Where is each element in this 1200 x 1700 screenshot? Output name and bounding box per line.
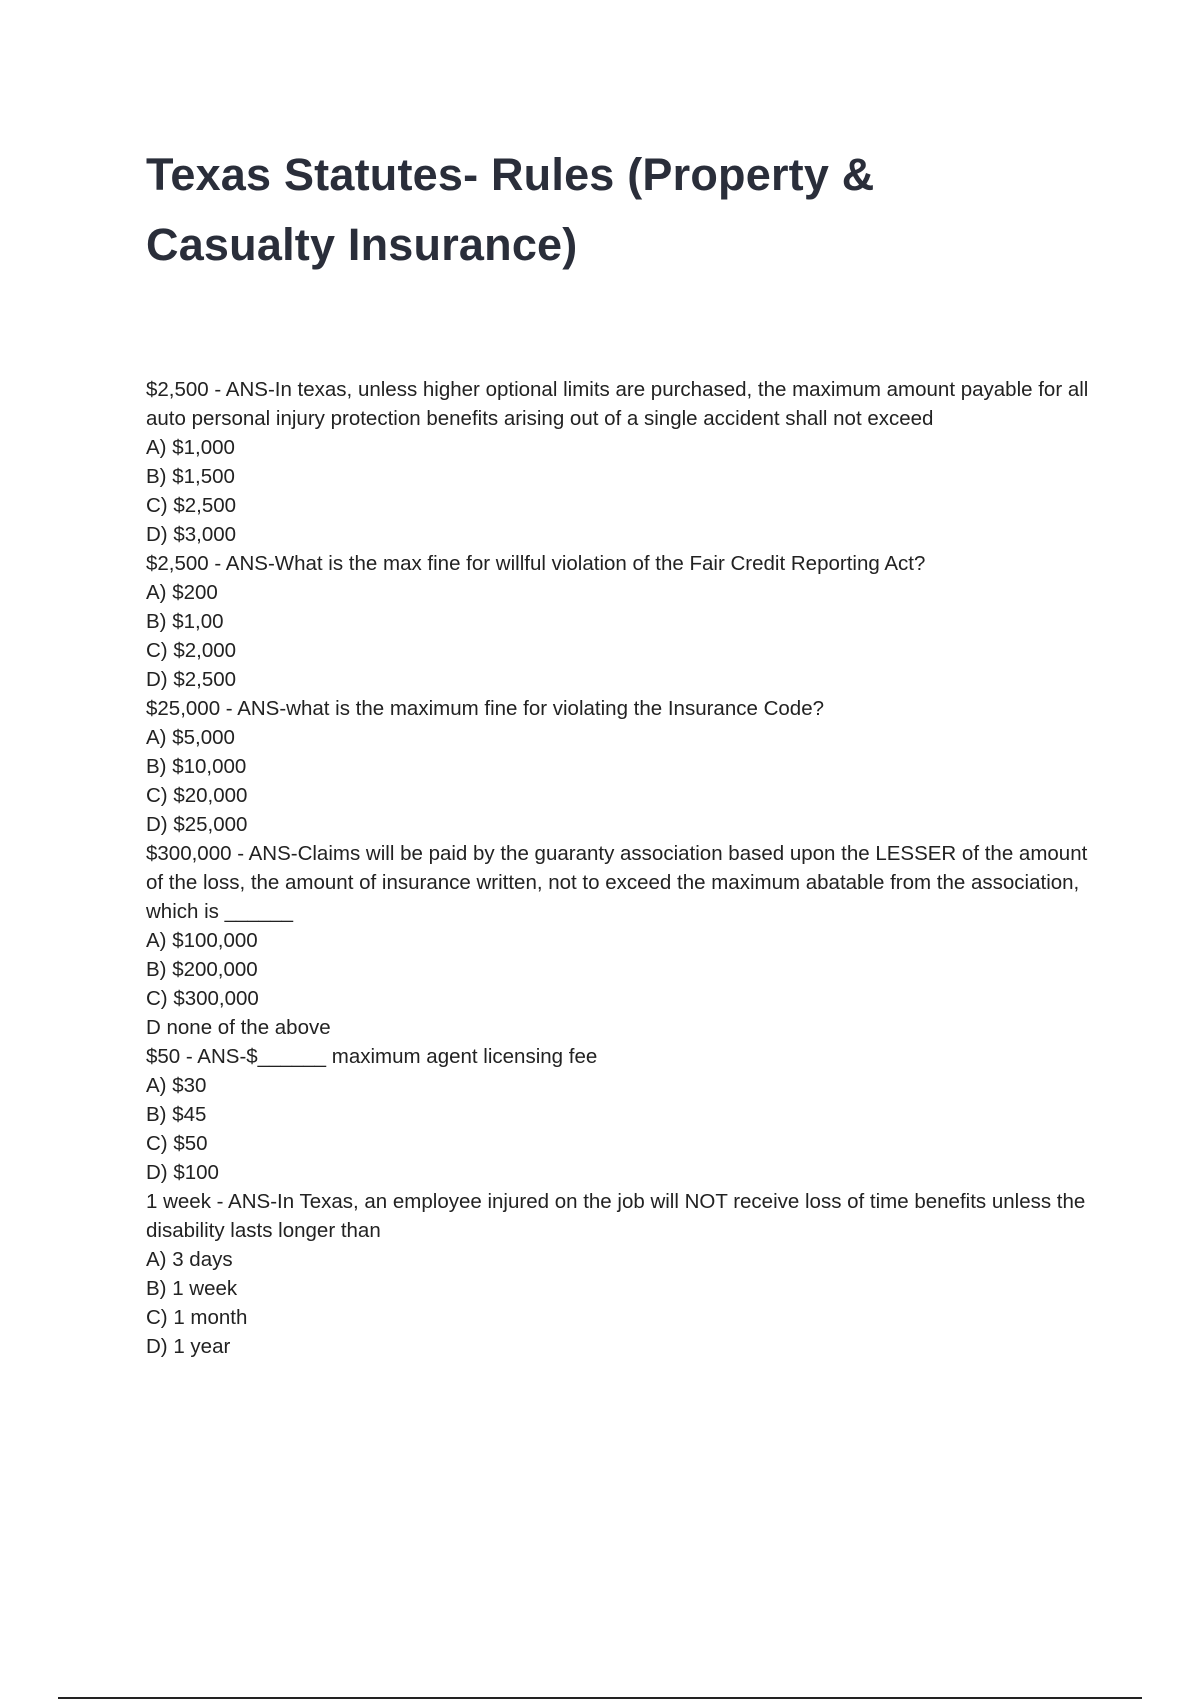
answer-option: A) $100,000 bbox=[146, 929, 258, 952]
answer-options bbox=[146, 926, 1091, 1042]
answer-options bbox=[146, 1245, 1091, 1361]
question-text: $25,000 - ANS-what is the maximum fine for violating the Insurance Code? bbox=[146, 697, 824, 720]
answer-option: D) $100 bbox=[146, 1161, 219, 1184]
answer-options bbox=[146, 723, 1091, 839]
answer-option: B) $45 bbox=[146, 1103, 207, 1126]
question-block-6 bbox=[146, 1187, 1091, 1361]
answer-option: B) $10,000 bbox=[146, 755, 247, 778]
question-block-5 bbox=[146, 1042, 1091, 1187]
question-block-3 bbox=[146, 694, 1091, 839]
question-block-4 bbox=[146, 839, 1091, 1042]
answer-option: D) $2,500 bbox=[146, 668, 237, 691]
answer-option: A) $30 bbox=[146, 1074, 207, 1097]
question-block-1 bbox=[146, 375, 1091, 549]
answer-option: C) $20,000 bbox=[146, 784, 248, 807]
answer-option: B) $1,500 bbox=[146, 465, 235, 488]
question-text: $300,000 - ANS-Claims will be paid by the guaranty association based upon the LESSER of the amount of the loss, the amount of insurance written, not to exceed the maximum abatable from the association, which is ______ bbox=[146, 842, 1088, 923]
answer-option: A) 3 days bbox=[146, 1248, 233, 1271]
answer-option: D) 1 year bbox=[146, 1335, 231, 1358]
question-text: $2,500 - ANS-What is the max fine for willful violation of the Fair Credit Reporting Act? bbox=[146, 552, 926, 575]
question-text: 1 week - ANS-In Texas, an employee injured on the job will NOT receive loss of time benefits unless the disability lasts longer than bbox=[146, 1190, 1086, 1242]
page-title: Texas Statutes- Rules (Property & Casualty Insurance) bbox=[146, 149, 875, 270]
answer-option: C) $2,500 bbox=[146, 494, 237, 517]
answer-option: B) $1,00 bbox=[146, 610, 224, 633]
page-bottom-divider bbox=[58, 1697, 1142, 1699]
question-text: $2,500 - ANS-In texas, unless higher optional limits are purchased, the maximum amount payable for all auto personal injury protection benefits arising out of a single accident shall not exceed bbox=[146, 378, 1089, 430]
answer-options bbox=[146, 1071, 1091, 1187]
answer-option: C) 1 month bbox=[146, 1306, 248, 1329]
answer-option: D) $3,000 bbox=[146, 523, 237, 546]
answer-option: B) $200,000 bbox=[146, 958, 258, 981]
answer-option: A) $5,000 bbox=[146, 726, 235, 749]
answer-option: D) $25,000 bbox=[146, 813, 248, 836]
answer-options bbox=[146, 433, 1091, 549]
answer-options bbox=[146, 578, 1091, 694]
answer-option: C) $2,000 bbox=[146, 639, 237, 662]
question-list bbox=[146, 375, 1091, 1361]
question-text: $50 - ANS-$______ maximum agent licensing fee bbox=[146, 1045, 598, 1068]
answer-option: A) $1,000 bbox=[146, 436, 235, 459]
answer-option: C) $50 bbox=[146, 1132, 208, 1155]
answer-option: C) $300,000 bbox=[146, 987, 259, 1010]
answer-option: D none of the above bbox=[146, 1016, 331, 1039]
answer-option: B) 1 week bbox=[146, 1277, 238, 1300]
answer-option: A) $200 bbox=[146, 581, 218, 604]
question-block-2 bbox=[146, 549, 1091, 694]
